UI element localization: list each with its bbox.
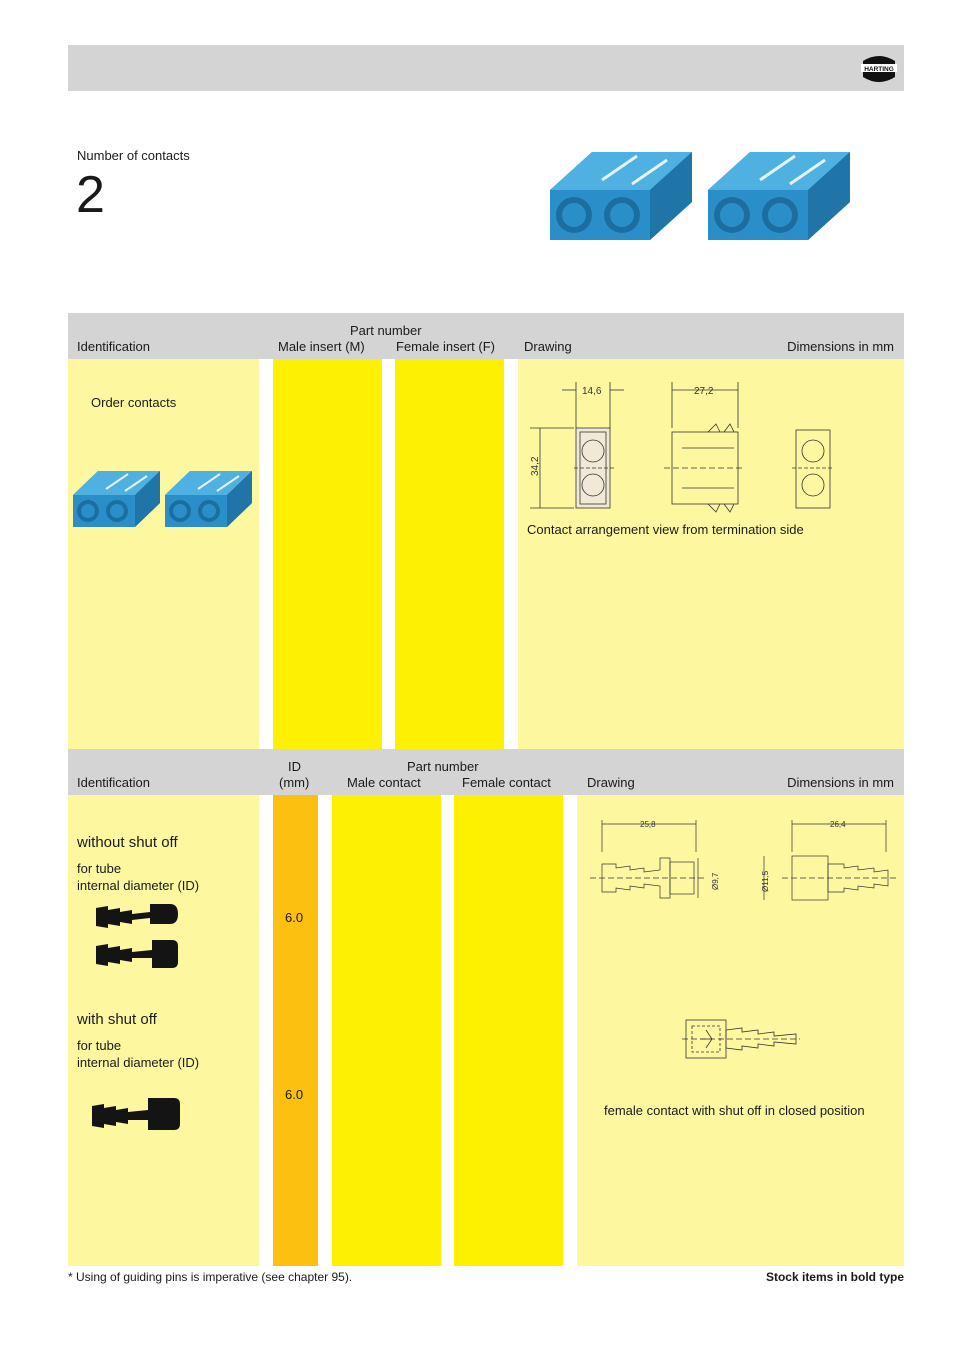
row2-title: with shut off <box>77 1011 157 1028</box>
t1-identification-column <box>68 359 259 749</box>
order-contacts-label: Order contacts <box>91 395 177 410</box>
contacts-label: Number of contacts <box>77 148 190 163</box>
t2-male-contact-header: Male contact <box>347 775 421 790</box>
harting-logo <box>858 49 900 87</box>
t2-female-contact-header: Female contact <box>462 775 551 790</box>
row2-sub1: for tube <box>77 1038 122 1053</box>
row2-contact-image <box>88 1094 184 1134</box>
t1-male-insert-header: Male insert (M) <box>278 339 365 354</box>
t1-technical-drawing <box>524 378 844 514</box>
row2-sub2: internal diameter (ID) <box>77 1055 200 1070</box>
contacts-value: 2 <box>76 166 105 224</box>
t2-shutoff-drawing <box>682 1016 800 1062</box>
dim-height-label: 34,2 <box>530 456 541 476</box>
t2-id-header: ID <box>288 759 301 774</box>
row1-title: without shut off <box>77 834 178 851</box>
t2-id-unit-header: (mm) <box>279 775 310 790</box>
t2-drawing-header: Drawing <box>587 775 635 790</box>
t2-dimensions-header: Dimensions in mm <box>787 775 894 790</box>
t1-female-insert-column <box>395 359 504 749</box>
t2-part-number-header: Part number <box>407 759 479 774</box>
row2-id-value: 6.0 <box>285 1087 304 1102</box>
dim-female-dia-label: Ø11,5 <box>761 870 770 892</box>
t2-id-column <box>273 795 318 1266</box>
t1-drawing-caption: Contact arrangement view from termination side <box>527 522 804 537</box>
t1-identification-header: Identification <box>77 339 150 354</box>
dim-male-dia-label: Ø9,7 <box>711 872 720 890</box>
t1-male-insert-column <box>273 359 382 749</box>
dim-width-label: 14,6 <box>582 386 602 397</box>
row1-id-value: 6.0 <box>285 910 304 925</box>
t1-dimensions-header: Dimensions in mm <box>787 339 894 354</box>
logo-text: HARTING <box>864 66 894 73</box>
row1-sub2: internal diameter (ID) <box>77 878 200 893</box>
page-header-bar <box>68 45 904 91</box>
t1-female-insert-header: Female insert (F) <box>396 339 495 354</box>
product-image-inserts <box>542 142 862 266</box>
t1-drawing-header: Drawing <box>524 339 572 354</box>
dim-female-len-label: 26,4 <box>830 820 846 829</box>
t2-female-contact-column <box>454 795 563 1266</box>
row1-contact-image <box>92 898 184 970</box>
t2-drawing-caption: female contact with shut off in closed position <box>604 1103 865 1118</box>
dim-depth-label: 27,2 <box>694 386 714 397</box>
t2-technical-drawing <box>590 812 900 912</box>
dim-male-len-label: 25,8 <box>640 820 656 829</box>
t2-male-contact-column <box>332 795 441 1266</box>
t1-product-image <box>70 465 256 541</box>
row1-sub1: for tube <box>77 861 122 876</box>
footer-note: * Using of guiding pins is imperative (see chapter 95). <box>68 1270 353 1284</box>
t2-identification-header: Identification <box>77 775 150 790</box>
footer-stock-note: Stock items in bold type <box>765 1270 904 1284</box>
t1-part-number-header: Part number <box>350 323 422 338</box>
